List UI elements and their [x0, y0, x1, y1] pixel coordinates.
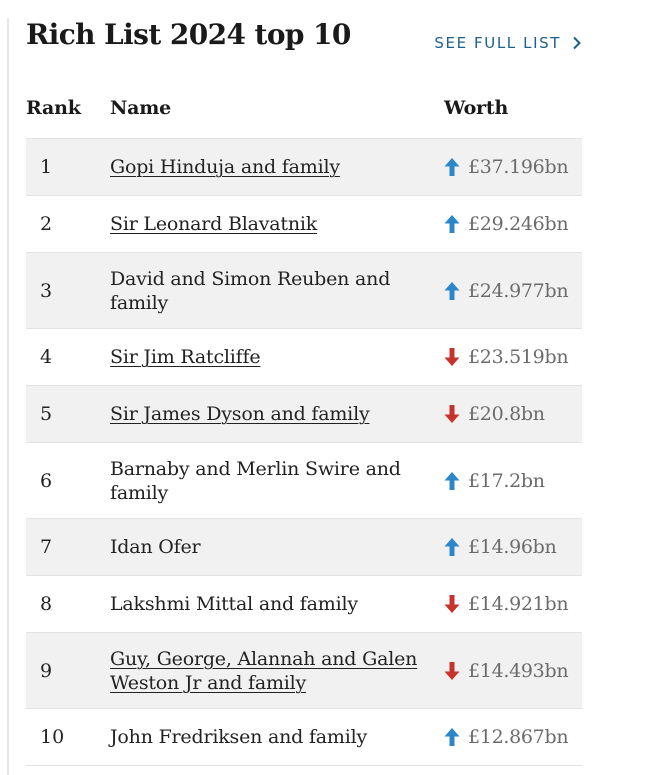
table-row [26, 253, 582, 329]
arrow-down-icon [444, 661, 460, 681]
column-header-rank: Rank [26, 97, 81, 119]
worth-cell [444, 536, 556, 558]
person-name-link[interactable]: Gopi Hinduja and family [110, 156, 340, 178]
table-row [26, 196, 582, 253]
chevron-right-icon [572, 36, 582, 50]
arrow-up-icon [444, 281, 460, 301]
rank-cell: 4 [40, 346, 53, 368]
arrow-up-icon [444, 471, 460, 491]
see-full-list-label: SEE FULL LIST [434, 34, 561, 52]
worth-value: £29.246bn [468, 213, 569, 235]
rich-list-widget [26, 0, 582, 766]
arrow-up-icon [444, 214, 460, 234]
arrow-up-icon [444, 537, 460, 557]
rank-cell: 8 [40, 593, 53, 615]
table-row [26, 139, 582, 196]
rank-cell: 7 [40, 536, 53, 558]
table-row [26, 576, 582, 633]
worth-value: £37.196bn [468, 156, 569, 178]
table-row [26, 443, 582, 519]
person-name: Idan Ofer [110, 536, 201, 558]
table-row [26, 329, 582, 386]
worth-cell [444, 280, 568, 302]
worth-cell [444, 726, 568, 748]
rank-cell: 1 [40, 156, 53, 178]
person-name-link[interactable]: Sir Leonard Blavatnik [110, 213, 318, 235]
rank-cell: 3 [40, 279, 53, 302]
worth-cell [444, 403, 545, 425]
worth-value: £12.867bn [468, 726, 569, 748]
arrow-down-icon [444, 347, 460, 367]
table-header [26, 88, 582, 138]
rank-cell: 6 [40, 469, 53, 492]
arrow-down-icon [444, 404, 460, 424]
widget-header [26, 0, 582, 88]
worth-value: £23.519bn [468, 346, 569, 368]
person-name-link[interactable]: Guy, George, Alannah and Galen Weston Jr and family [110, 647, 418, 694]
widget-title: Rich List 2024 top 10 [26, 18, 351, 51]
worth-cell [444, 213, 568, 235]
person-name: David and Simon Reuben and family [110, 267, 391, 314]
person-name: John Fredriksen and family [110, 726, 368, 748]
worth-cell [444, 156, 568, 178]
rank-cell: 2 [40, 213, 53, 235]
person-name-link[interactable]: Sir James Dyson and family [110, 403, 370, 425]
arrow-up-icon [444, 727, 460, 747]
worth-value: £20.8bn [468, 403, 545, 425]
worth-cell [444, 660, 568, 682]
left-divider [7, 18, 9, 775]
table-row [26, 519, 582, 576]
rich-list-table [26, 138, 582, 766]
arrow-down-icon [444, 594, 460, 614]
person-name-link[interactable]: Sir Jim Ratcliffe [110, 346, 261, 368]
table-row [26, 633, 582, 709]
worth-cell [444, 593, 568, 615]
person-name: Barnaby and Merlin Swire and family [110, 457, 401, 504]
worth-cell [444, 346, 568, 368]
column-header-name: Name [110, 97, 172, 119]
worth-value: £14.921bn [468, 593, 569, 615]
rank-cell: 9 [40, 659, 53, 682]
person-name: Lakshmi Mittal and family [110, 593, 358, 615]
worth-value: £17.2bn [468, 469, 545, 492]
worth-cell [444, 470, 545, 492]
worth-value: £24.977bn [468, 279, 569, 302]
table-row [26, 386, 582, 443]
worth-value: £14.493bn [468, 659, 569, 682]
column-header-worth: Worth [444, 97, 509, 119]
rank-cell: 10 [40, 726, 65, 748]
see-full-list-link[interactable] [434, 34, 582, 52]
rank-cell: 5 [40, 403, 53, 425]
table-row [26, 709, 582, 766]
arrow-up-icon [444, 157, 460, 177]
worth-value: £14.96bn [468, 536, 557, 558]
